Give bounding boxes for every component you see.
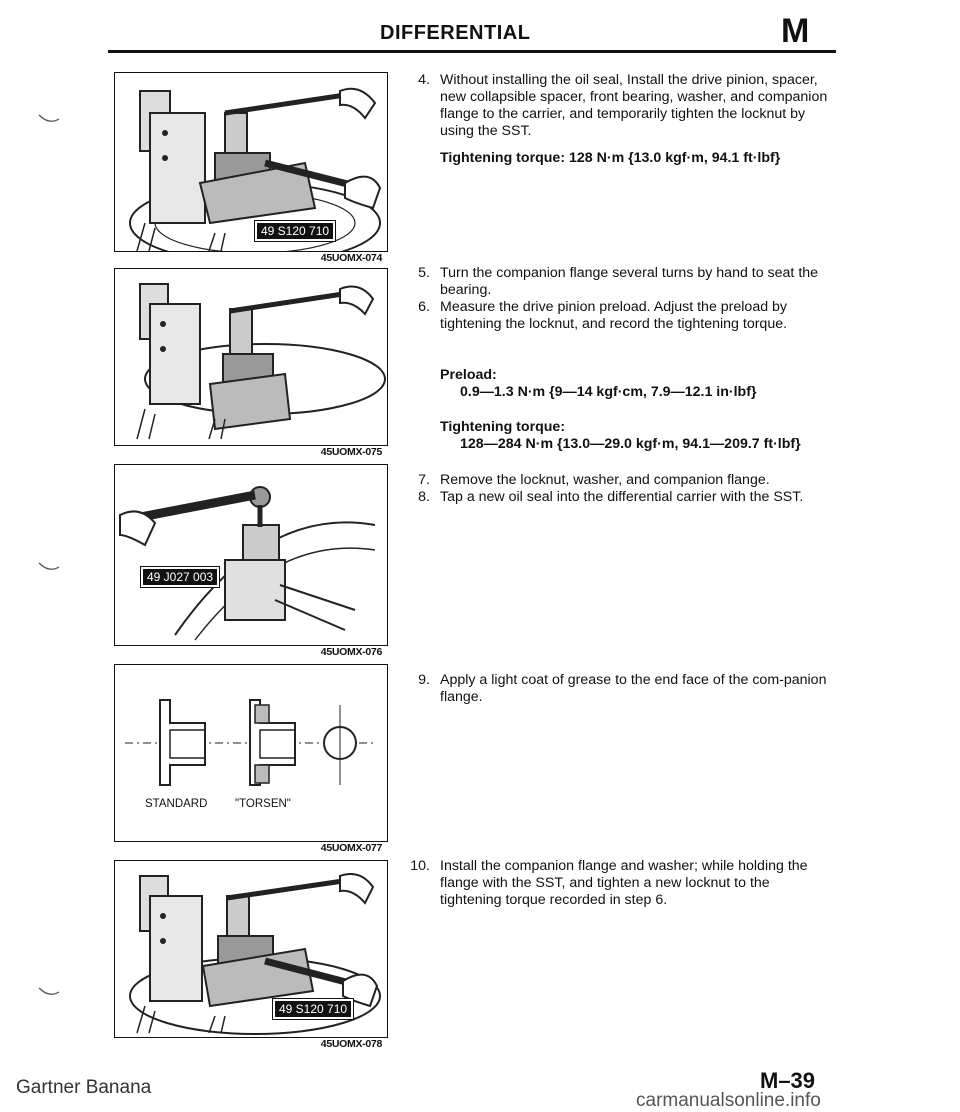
step-number: 8. <box>418 489 430 505</box>
figure-id: 45UOMX-075 <box>320 446 382 458</box>
hammer-illustration <box>115 465 387 645</box>
caption-torsen: "TORSEN" <box>235 798 291 810</box>
spec-label: Preload: <box>440 367 497 383</box>
step-number: 10. <box>410 858 430 874</box>
spec-tightening-torque-range <box>440 419 801 453</box>
watermark-text: carmanualsonline.info <box>636 1090 821 1111</box>
step-number: 5. <box>418 265 430 281</box>
page-number: M–39 <box>760 1068 816 1093</box>
binder-mark <box>38 112 60 124</box>
spec-preload <box>440 367 756 401</box>
spec-tightening-torque <box>440 150 780 167</box>
spec-label: Tightening torque: 128 N·m {13.0 kgf·m, 94.1 ft·lbf} <box>440 150 781 166</box>
step-number: 9. <box>418 672 430 688</box>
step-number: 4. <box>418 72 430 88</box>
figure-oil-seal-install <box>114 464 388 646</box>
flange-diagram <box>115 665 387 841</box>
step-text: Tap a new oil seal into the differential carrier with the SST. <box>440 489 804 505</box>
wrench-illustration <box>115 73 387 251</box>
step-text: Measure the drive pinion preload. Adjust the preload by tightening the locknut, and record the tightening torque. <box>440 299 788 332</box>
spec-value: 0.9—1.3 N·m {9—14 kgf·cm, 7.9—12.1 in·lbf} <box>460 384 757 400</box>
figure-flange-types <box>114 664 388 842</box>
spec-value: 128—284 N·m {13.0—29.0 kgf·m, 94.1—209.7 ft·lbf} <box>460 436 801 452</box>
header-rule <box>108 50 836 53</box>
figure-id: 45UOMX-077 <box>320 842 382 854</box>
page-title: DIFFERENTIAL <box>380 22 531 44</box>
step-number: 6. <box>418 299 430 315</box>
figure-id: 45UOMX-076 <box>320 646 382 658</box>
sst-label: 49 S120 710 <box>255 221 335 241</box>
binder-mark <box>38 560 60 572</box>
step-text: Install the companion flange and washer; while holding the flange with the SST, and tighten a new locknut to the tightening torque recorded in step 6. <box>440 858 808 908</box>
section-letter: M <box>781 12 810 50</box>
figure-id: 45UOMX-078 <box>320 1038 382 1050</box>
figure-torque-wrench-2 <box>114 268 388 446</box>
step-number: 7. <box>418 472 430 488</box>
figure-torque-wrench-3 <box>114 860 388 1038</box>
source-label: Gartner Banana <box>16 1077 152 1098</box>
figure-id: 45UOMX-074 <box>320 252 382 264</box>
wrench-illustration <box>115 269 387 445</box>
step-text: Without installing the oil seal, Install the drive pinion, spacer, new collapsible spacer, front bearing, washer, and companion flange to the carrier, and temporarily tighten the locknut by using the SST. <box>440 72 828 139</box>
binder-mark <box>38 985 60 997</box>
sst-label: 49 S120 710 <box>273 999 353 1019</box>
figure-torque-wrench-1 <box>114 72 388 252</box>
step-text: Turn the companion flange several turns by hand to seat the bearing. <box>440 265 819 298</box>
sst-label: 49 J027 003 <box>141 567 219 587</box>
step-text: Remove the locknut, washer, and companion flange. <box>440 472 770 488</box>
caption-standard: STANDARD <box>145 798 208 810</box>
step-text: Apply a light coat of grease to the end face of the com-panion flange. <box>440 672 827 705</box>
spec-label: Tightening torque: <box>440 419 566 435</box>
